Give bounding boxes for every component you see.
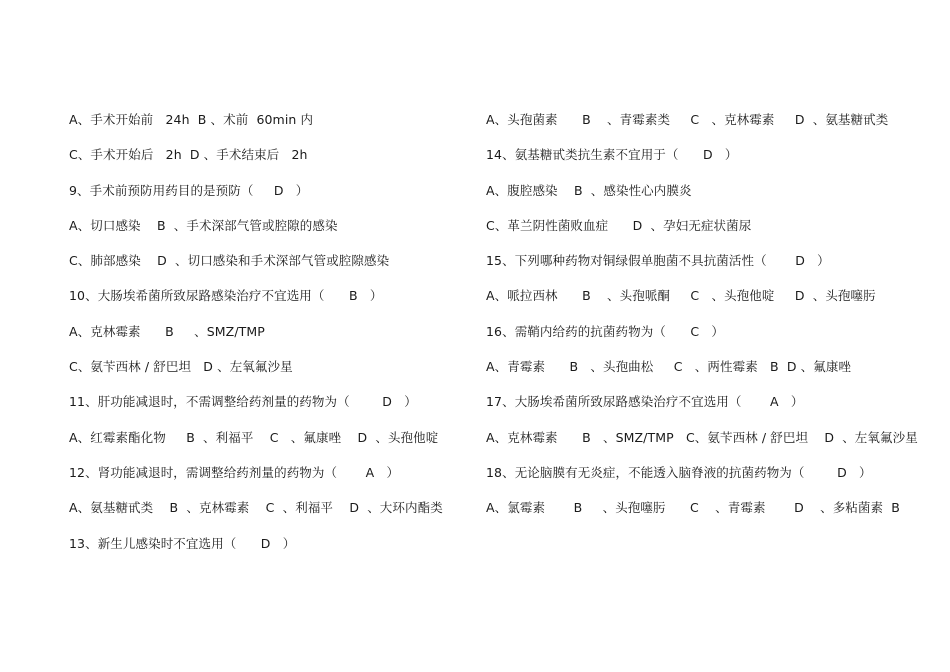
right-line-3: A、腹腔感染 B 、感染性心内膜炎: [486, 182, 692, 198]
right-line-1: A、头孢菌素 B 、青霉素类 C 、克林霉素 D 、氨基糖甙类: [486, 112, 889, 127]
right-line-12: A、氯霉素 B 、头孢噻肟 C 、青霉素 D 、多粘菌素 B: [486, 500, 900, 516]
left-line-4: A、切口感染 B 、手术深部气管或腔隙的感染: [69, 217, 338, 233]
left-line-8: C、氨苄西林 / 舒巴坦 D 、左氧氟沙星: [69, 359, 293, 375]
right-column: [486, 111, 926, 535]
right-line-11: 18、无论脑膜有无炎症，不能透入脑脊液的抗菌药物为（ D ）: [486, 464, 872, 480]
left-line-5: C、肺部感染 D 、切口感染和手术深部气管或腔隙感染: [69, 253, 390, 269]
left-line-2: C、手术开始后 2h D 、手术结束后 2h: [69, 147, 308, 163]
left-line-1: A、手术开始前 24h B 、术前 60min 内: [69, 112, 314, 127]
left-line-11: 12、肾功能减退时，需调整给药剂量的药物为（ A ）: [69, 464, 400, 480]
right-line-6: A、哌拉西林 B 、头孢哌酮 C 、头孢他啶 D 、头孢噻肟: [486, 288, 876, 304]
right-line-9: 17、大肠埃希菌所致尿路感染治疗不宜选用（ A ）: [486, 394, 804, 410]
right-line-2: 14、氨基糖甙类抗生素不宜用于（ D ）: [486, 147, 738, 163]
right-line-5: 15、下列哪种药物对铜绿假单胞菌不具抗菌活性（ D ）: [486, 253, 830, 269]
left-line-3: 9、手术前预防用药目的是预防（ D ）: [69, 182, 309, 198]
right-line-7: 16、需鞘内给药的抗菌药物为（ C ）: [486, 323, 724, 339]
left-line-10: A、红霉素酯化物 B 、利福平 C 、氟康唑 D 、头孢他啶: [69, 429, 439, 445]
left-line-6: 10、大肠埃希菌所致尿路感染治疗不宜选用（ B ）: [69, 288, 383, 304]
right-line-8: A、青霉素 B 、头孢曲松 C 、两性霉素 B D 、氟康唑: [486, 359, 852, 375]
right-line-10: A、克林霉素 B 、SMZ/TMP C、氨苄西林 / 舒巴坦 D 、左氧氟沙星: [486, 429, 918, 445]
left-line-9: 11、肝功能减退时，不需调整给药剂量的药物为（ D ）: [69, 394, 417, 410]
left-line-12: A、氨基糖甙类 B 、克林霉素 C 、利福平 D 、大环内酯类: [69, 500, 443, 516]
left-line-13: 13、新生儿感染时不宜选用（ D ）: [69, 535, 296, 551]
left-column: [69, 111, 469, 570]
left-line-7: A、克林霉素 B 、SMZ/TMP: [69, 323, 265, 339]
right-line-4: C、革兰阴性菌败血症 D 、孕妇无症状菌尿: [486, 217, 752, 233]
